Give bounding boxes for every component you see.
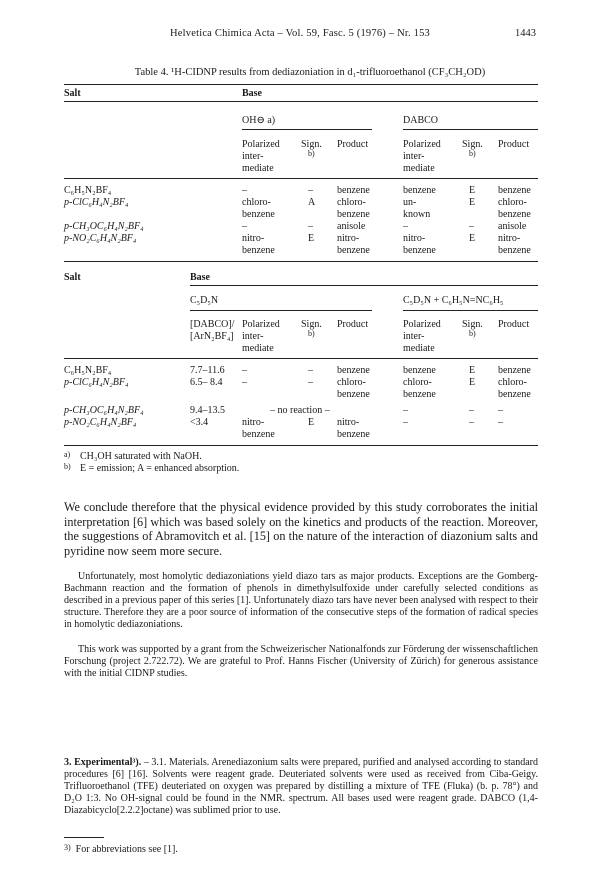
table-rule [242, 129, 372, 130]
page-footnote [64, 843, 178, 855]
column-header: b) [469, 329, 476, 338]
cell: benzene [498, 389, 531, 400]
cell: chloro- [242, 197, 271, 208]
cell: – [403, 417, 408, 428]
salt-cell: p-CH₃OC₆H₄N₂BF₄ [64, 221, 144, 232]
cell: E [469, 377, 476, 388]
cell: – [242, 365, 247, 376]
table-rule [64, 101, 538, 102]
salt-header: Salt [64, 272, 81, 283]
cell: <3.4 [190, 417, 209, 428]
column-header: Polarized [403, 139, 441, 150]
cell: benzene [403, 245, 436, 256]
cell: nitro- [403, 233, 426, 244]
footnote-marker: b) [64, 462, 71, 471]
base-name: OH⊖ a) [242, 115, 276, 126]
column-header: b) [308, 329, 315, 338]
base-name: DABCO [403, 115, 439, 126]
column-header: Sign. [462, 139, 483, 150]
column-header: Sign. [462, 319, 483, 330]
cell: – [308, 185, 313, 196]
main-paragraph: We conclude therefore that the physical evidence provided by this study corroborates the initial interpretation [6] which was based solely on the kinetics and products of the reaction. Moreover, the suggestions of Abramovitch et al. [15] on the nature of the interaction of diazonium salts and pyridine now seem more secure. [64, 500, 538, 558]
cell: chloro- [337, 197, 366, 208]
cell: chloro- [337, 377, 366, 388]
table-rule [403, 310, 538, 311]
salt-cell: p-CH₃OC₆H₄N₂BF₄ [64, 405, 144, 416]
column-header: Polarized [403, 319, 441, 330]
column-header: mediate [403, 163, 435, 174]
cell: chloro- [498, 197, 527, 208]
running-head [0, 28, 600, 44]
acknowledgement-paragraph: This work was supported by a grant from the Schweizerischer Nationalfonds zur Förderung der wissenschaftlichen Forschung (project 2.722.72). We are grateful to Prof. Hanns Fischer (University of Zürich) for generous assistance with the initial CIDNP studies. [64, 644, 538, 680]
cell: nitro- [337, 417, 360, 428]
cell: – [498, 417, 503, 428]
table-rule [190, 310, 372, 311]
footnote-text: E = emission; A = enhanced absorption. [80, 463, 240, 474]
cell: A [308, 197, 316, 208]
cell: – [242, 221, 247, 232]
salt-cell: C₆H₅N₂BF₄ [64, 365, 112, 376]
cell: anisole [337, 221, 366, 232]
salt-cell: C₆H₅N₂BF₄ [64, 185, 112, 196]
cell: benzene [337, 185, 370, 196]
cell: anisole [498, 221, 527, 232]
cell: benzene [498, 245, 531, 256]
column-header: Sign. [301, 319, 322, 330]
table-rule [64, 261, 538, 262]
page-number: 1443 [515, 28, 536, 39]
cell: – [242, 185, 247, 196]
column-header: inter- [242, 151, 264, 162]
cell: benzene [403, 389, 436, 400]
column-header: mediate [242, 163, 274, 174]
cell: benzene [242, 245, 275, 256]
cell: – [498, 405, 503, 416]
base-name: C₅D₅N [190, 295, 219, 306]
cell: benzene [337, 209, 370, 220]
column-header: b) [308, 149, 315, 158]
cell: un- [403, 197, 417, 208]
cell: benzene [337, 365, 370, 376]
cell: known [403, 209, 431, 220]
column-header: inter- [403, 331, 425, 342]
cell: – [308, 377, 313, 388]
column-header: [ArN₂BF₄] [190, 331, 234, 342]
cell: nitro- [242, 417, 265, 428]
column-header: Product [498, 319, 530, 330]
cell: – no reaction – [270, 405, 330, 416]
table-rule [64, 178, 538, 179]
column-header: Polarized [242, 319, 280, 330]
column-header: Polarized [242, 139, 280, 150]
column-header: [DABCO]/ [190, 319, 235, 330]
cell: E [308, 417, 315, 428]
salt-cell: p-NO₂C₆H₄N₂BF₄ [64, 417, 137, 428]
base-header: Base [190, 272, 210, 283]
section-text: – 3.1. Materials. Arenediazonium salts were prepared, purified and analysed according to standard procedures [6] [16]. Solvents were reagent grade. Deuteriated solvents were used as received from Ciba-Geigy. Trifluoroethanol (TFE) deuteriated on oxygen was prepared by distilling a mixture of TFE (Fluka) (b. p. 78°) and D₂O 1:3. No OH-signal could be found in the NMR. spectrum. All bases used were reagent grade. DABCO (1,4-Diazabicyclo[2.2.2]octane) was sublimed prior to use. [64, 757, 539, 817]
cell: E [469, 233, 476, 244]
column-header: mediate [242, 343, 274, 354]
cell: benzene [337, 429, 370, 440]
cell: E [308, 233, 315, 244]
cell: – [469, 405, 474, 416]
cell: benzene [498, 185, 531, 196]
cell: chloro- [498, 377, 527, 388]
footnote-text: CH₃OH saturated with NaOH. [80, 451, 202, 462]
column-header: b) [469, 149, 476, 158]
cell: 9.4–13.5 [190, 405, 225, 416]
experimental-section [64, 757, 538, 817]
table-caption: Table 4. ¹H-CIDNP results from dediazoniation in d₁-trifluoroethanol (CF₃CH₂OD) [134, 67, 486, 78]
cell: – [403, 221, 408, 232]
table-rule [403, 129, 538, 130]
table-rule [64, 84, 538, 85]
cell: benzene [403, 365, 436, 376]
column-header: mediate [403, 343, 435, 354]
footnote-marker: a) [64, 450, 71, 459]
cell: – [403, 405, 408, 416]
column-header: Product [337, 139, 369, 150]
cell: – [469, 417, 474, 428]
column-header: Sign. [301, 139, 322, 150]
footnote-marker: 3) [64, 843, 71, 852]
cell: benzene [498, 209, 531, 220]
salt-header: Salt [64, 88, 81, 99]
salt-cell: p-ClC₆H₄N₂BF₄ [64, 377, 129, 388]
salt-cell: p-ClC₆H₄N₂BF₄ [64, 197, 129, 208]
base-name: C₅D₅N + C₆H₅N=NC₆H₅ [403, 295, 504, 306]
paragraph: Unfortunately, most homolytic dediazoniations yield diazo tars as major products. Exceptions are the Gomberg-Bachmann reaction and the formation of phenols in dimethylsulfoxide under carefully selected conditions as described in a previous paper of this series [1]. Unfortunately diazo tars have never been analysed with respect to their structure. Therefore they are a poor source of information of the consecutive steps of the formation of radical species in homolytic dediazoniations. [64, 571, 538, 631]
base-header: Base [242, 88, 262, 99]
cell: nitro- [498, 233, 521, 244]
cell: 7.7–11.6 [190, 365, 225, 376]
cell: E [469, 185, 476, 196]
cell: E [469, 197, 476, 208]
cell: benzene [337, 389, 370, 400]
column-header: inter- [403, 151, 425, 162]
cell: benzene [337, 245, 370, 256]
column-header: inter- [242, 331, 264, 342]
section-heading: 3. Experimental³). [64, 757, 142, 768]
column-header: Product [498, 139, 530, 150]
cell: benzene [242, 209, 275, 220]
cell: nitro- [337, 233, 360, 244]
cell: nitro- [242, 233, 265, 244]
cell: benzene [498, 365, 531, 376]
table-rule [64, 445, 538, 446]
cell: – [308, 221, 313, 232]
column-header: Product [337, 319, 369, 330]
cell: – [308, 365, 313, 376]
cell: – [469, 221, 474, 232]
cell: benzene [242, 429, 275, 440]
cell: 6.5– 8.4 [190, 377, 223, 388]
cell: benzene [403, 185, 436, 196]
table-rule [190, 285, 538, 286]
cell: – [242, 377, 247, 388]
salt-cell: p-NO₂C₆H₄N₂BF₄ [64, 233, 137, 244]
footnote-rule [64, 837, 104, 838]
journal-title: Helvetica Chimica Acta – Vol. 59, Fasc. 5 (1976) – Nr. 153 [170, 28, 430, 39]
cell: E [469, 365, 476, 376]
cell: chloro- [403, 377, 432, 388]
table-rule [64, 358, 538, 359]
footnote-text: For abbreviations see [1]. [75, 844, 178, 855]
